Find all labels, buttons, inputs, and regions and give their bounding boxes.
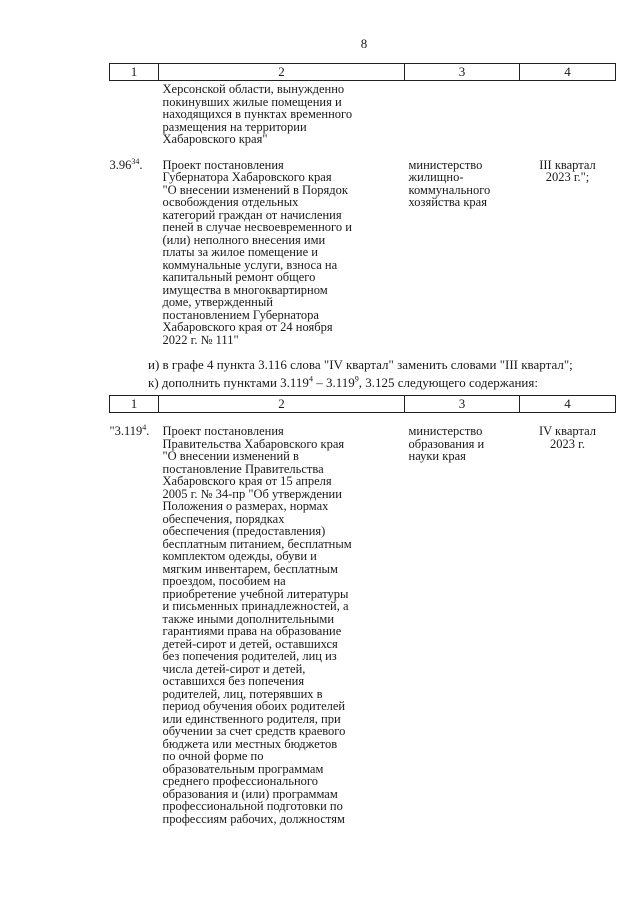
column-header-2: 2 <box>159 64 405 81</box>
deadline: IV квартал 2023 г. <box>538 424 597 451</box>
table-row <box>110 413 616 826</box>
item-description: Проект постановления Губернатора Хабаровского края "О внесении изменений в Порядок освобождения отдельных категорий граждан от начисления пеней в случае несвоевременного и (или) неполного внесения ими платы за жилое помещение и коммунальные услуги, взноса на капитальный ремонт общего имущества в многоквартирном доме, утвержденный постановлением Губернатора Хабаровского края от 24 ноября 2022 г. № 111" <box>162 157 352 347</box>
item-number: "3.119$^4$. <box>109 422 150 438</box>
column-header-3: 3 <box>405 64 520 81</box>
responsible-body: министерство жилищно- коммунального хозяйства края <box>408 157 491 209</box>
table-row <box>110 146 616 347</box>
column-header-3: 3 <box>405 396 520 413</box>
column-header-4: 4 <box>520 64 616 81</box>
table-header-row <box>110 396 616 413</box>
responsible-body: министерство образования и науки края <box>408 424 485 463</box>
column-header-1: 1 <box>110 396 159 413</box>
table-row <box>110 81 616 146</box>
table-header-row <box>110 64 616 81</box>
plan-table-continuation <box>109 63 616 346</box>
column-header-2: 2 <box>159 396 405 413</box>
item-number: 3.96$^{34}$. <box>109 156 143 172</box>
column-header-4: 4 <box>520 396 616 413</box>
amendment-line-i: и) в графе 4 пункта 3.116 слова "IV квартал" заменить словами "III квартал"; <box>148 357 573 372</box>
plan-table-new-items <box>109 395 616 825</box>
column-header-1: 1 <box>110 64 159 81</box>
deadline: III квартал 2023 г."; <box>539 157 596 184</box>
item-description: Проект постановления Правительства Хабаровского края "О внесении изменений в постановление Правительства Хабаровского края от 15 апреля 2005 г. № 34-пр "Об утверждении Положения о размерах, нормах обеспечения, порядках обеспечения (предоставления) бесплатным питанием, бесплатным комплектом одежды, обуви и мягким инвентарем, бесплатным проездом, пособием на приобретение учебной литературы и письменных принадлежностей, а также иными дополнительными гарантиями права на образование детей-сирот и детей, оставшихся без попечения родителей, лиц из числа детей-сирот и детей, оставшихся без попечения родителей, лиц, потерявших в период обучения обоих родителей или единственного родителя, при обучении за счет средств краевого бюджета или местных бюджетов по очной форме по образовательным программам среднего профессионального образования и (или) программам профессиональной подготовки по профессиям рабочих, должностям <box>162 424 352 826</box>
continued-description: Херсонской области, вынужденно покинувших жилые помещения и находящихся в пунктах временного размещения на территории Хабаровского края" <box>162 82 353 146</box>
page-number: 8 <box>360 36 368 51</box>
amendment-line-k: к) дополнить пунктами 3.119$^4$ – 3.119$^9$, 3.125 следующего содержания: <box>148 374 538 390</box>
